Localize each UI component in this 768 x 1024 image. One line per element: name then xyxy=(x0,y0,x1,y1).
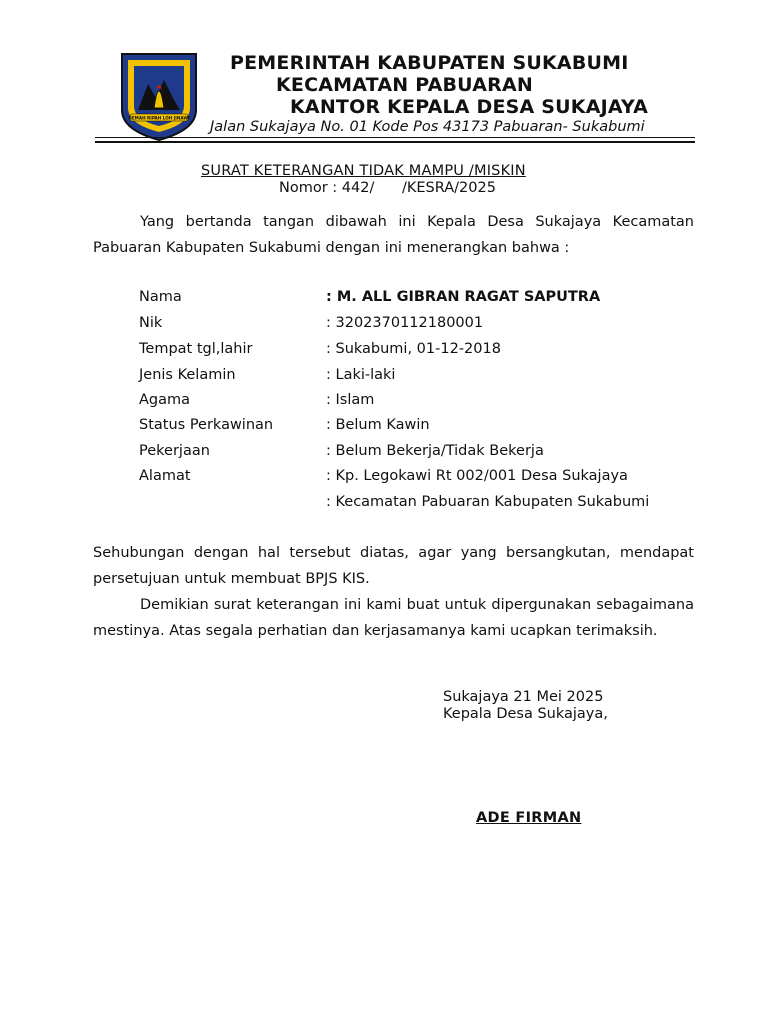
header-government: PEMERINTAH KABUPATEN SUKABUMI xyxy=(230,52,629,74)
field-value: : M. ALL GIBRAN RAGAT SAPUTRA xyxy=(326,289,601,305)
field-label: Pekerjaan xyxy=(139,443,210,459)
crest-shield-icon xyxy=(118,50,200,142)
field-label: Nama xyxy=(139,289,182,305)
field-label: Jenis Kelamin xyxy=(139,367,236,383)
place-date: Sukajaya 21 Mei 2025 xyxy=(443,689,604,705)
field-value: : Belum Kawin xyxy=(326,417,430,433)
field-row-gender xyxy=(0,367,768,393)
field-row-religion xyxy=(0,392,768,418)
field-label: Alamat xyxy=(139,468,191,484)
header-divider-thin xyxy=(95,137,695,138)
field-label: Agama xyxy=(139,392,191,408)
field-row-nama xyxy=(0,289,768,315)
header-address: Jalan Sukajaya No. 01 Kode Pos 43173 Pabuaran- Sukabumi xyxy=(210,119,645,135)
field-row-nik xyxy=(0,315,768,341)
header-divider-thick xyxy=(95,141,695,143)
signer-title: Kepala Desa Sukajaya, xyxy=(443,706,608,722)
opening-paragraph: Yang bertanda tangan dibawah ini Kepala Desa Sukajaya Kecamatan Pabuaran Kabupaten Sukabumi dengan ini menerangkan bahwa : xyxy=(93,214,694,256)
field-value: : Sukabumi, 01-12-2018 xyxy=(326,341,501,357)
field-value: : Islam xyxy=(326,392,375,408)
field-value: : Belum Bekerja/Tidak Bekerja xyxy=(326,443,544,459)
signer-name: ADE FIRMAN xyxy=(476,810,582,826)
field-row-occupation xyxy=(0,443,768,469)
header-district: KECAMATAN PABUARAN xyxy=(276,74,533,96)
field-row-address-cont xyxy=(0,494,768,520)
field-value: : Laki-laki xyxy=(326,367,396,383)
purpose-paragraph: Sehubungan dengan hal tersebut diatas, agar yang bersangkutan, mendapat persetujuan untuk membuat BPJS KIS. xyxy=(93,545,694,587)
kabupaten-sukabumi-logo xyxy=(118,50,200,142)
field-label: Tempat tgl,lahir xyxy=(139,341,253,357)
header-office: KANTOR KEPALA DESA SUKAJAYA xyxy=(290,96,648,118)
field-label: Status Perkawinan xyxy=(139,417,274,433)
letter-title: SURAT KETERANGAN TIDAK MAMPU /MISKIN xyxy=(201,163,526,179)
field-label: Nik xyxy=(139,315,163,331)
letter-number: Nomor : 442/ /KESRA/2025 xyxy=(279,180,496,196)
field-row-marital xyxy=(0,417,768,443)
closing-paragraph: Demikian surat keterangan ini kami buat untuk dipergunakan sebagaimana mestinya. Atas segala perhatian dan kerjasamanya kami ucapkan terimaksih. xyxy=(93,597,694,639)
field-value: : Kecamatan Pabuaran Kabupaten Sukabumi xyxy=(326,494,650,510)
crest-motto: GEMAH RIPAH LOH JINAWI xyxy=(128,115,190,121)
field-value: : 3202370112180001 xyxy=(326,315,484,331)
field-value: : Kp. Legokawi Rt 002/001 Desa Sukajaya xyxy=(326,468,628,484)
field-row-birth xyxy=(0,341,768,367)
field-row-address xyxy=(0,468,768,494)
